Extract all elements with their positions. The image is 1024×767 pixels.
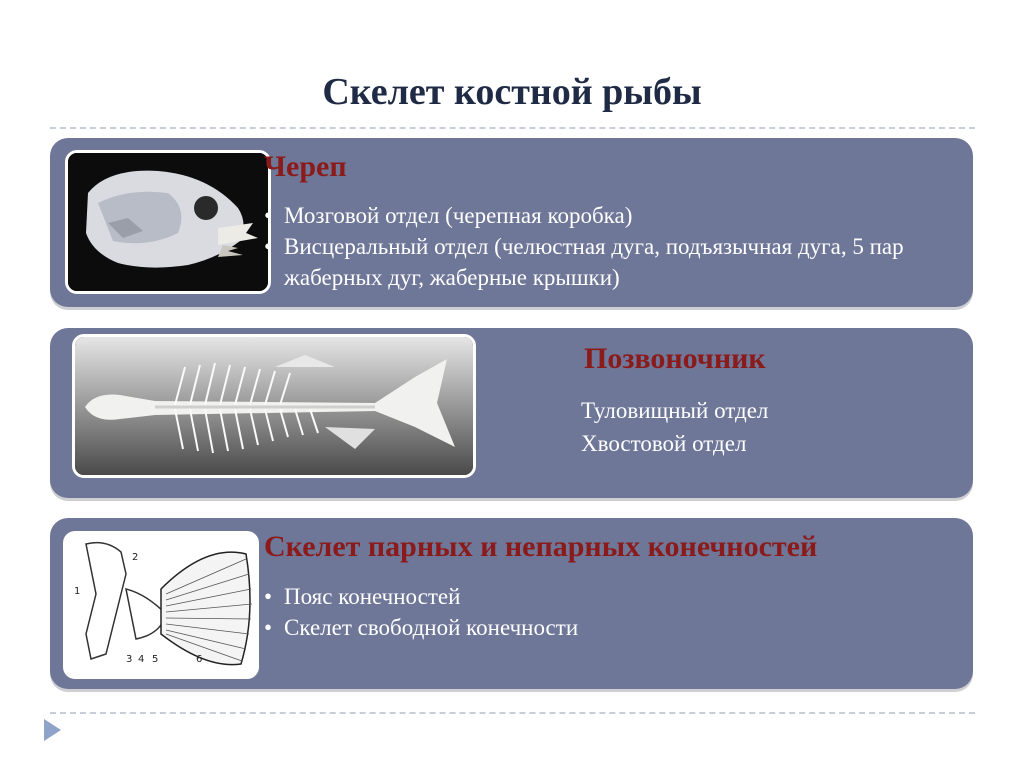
drawing-label: 5 [152,654,159,665]
drawing-label: 2 [132,552,139,563]
top-divider [50,127,975,129]
bottom-divider [50,712,975,714]
card-limbs-list [262,581,952,643]
drawing-label: 6 [196,654,203,665]
fish-skeleton-illustration [75,337,473,475]
card-limbs-heading: Скелет парных и непарных конечностей [264,530,818,563]
list-item: • Мозговой отдел (черепная коробка) [262,200,952,231]
drawing-label: 3 [126,654,133,665]
skull-image [65,150,271,294]
spine-line-trunk: Туловищный отдел [581,398,769,423]
slide-title: Скелет костной рыбы [322,71,702,113]
fin-drawing-image [63,531,259,679]
fin-skeleton-drawing [66,534,256,676]
card-skull-list [262,200,952,293]
drawing-label: 4 [138,654,145,665]
card-limbs [50,518,973,689]
card-skull-heading: Череп [264,150,347,183]
card-spine-heading: Позвоночник [584,342,766,375]
drawing-label: 1 [74,586,81,597]
list-item: • Пояс конечностей [262,581,952,612]
skull-illustration [68,153,268,291]
skeleton-image [72,334,476,478]
card-skull [50,138,973,307]
card-spine [50,328,973,498]
nav-arrow-icon[interactable] [44,719,61,741]
list-item: • Висцеральный отдел (челюстная дуга, подъязычная дуга, 5 пар жаберных дуг, жаберные крышки) [262,231,952,293]
list-item: • Скелет свободной конечности [262,612,952,643]
spine-line-tail: Хвостовой отдел [581,431,747,456]
